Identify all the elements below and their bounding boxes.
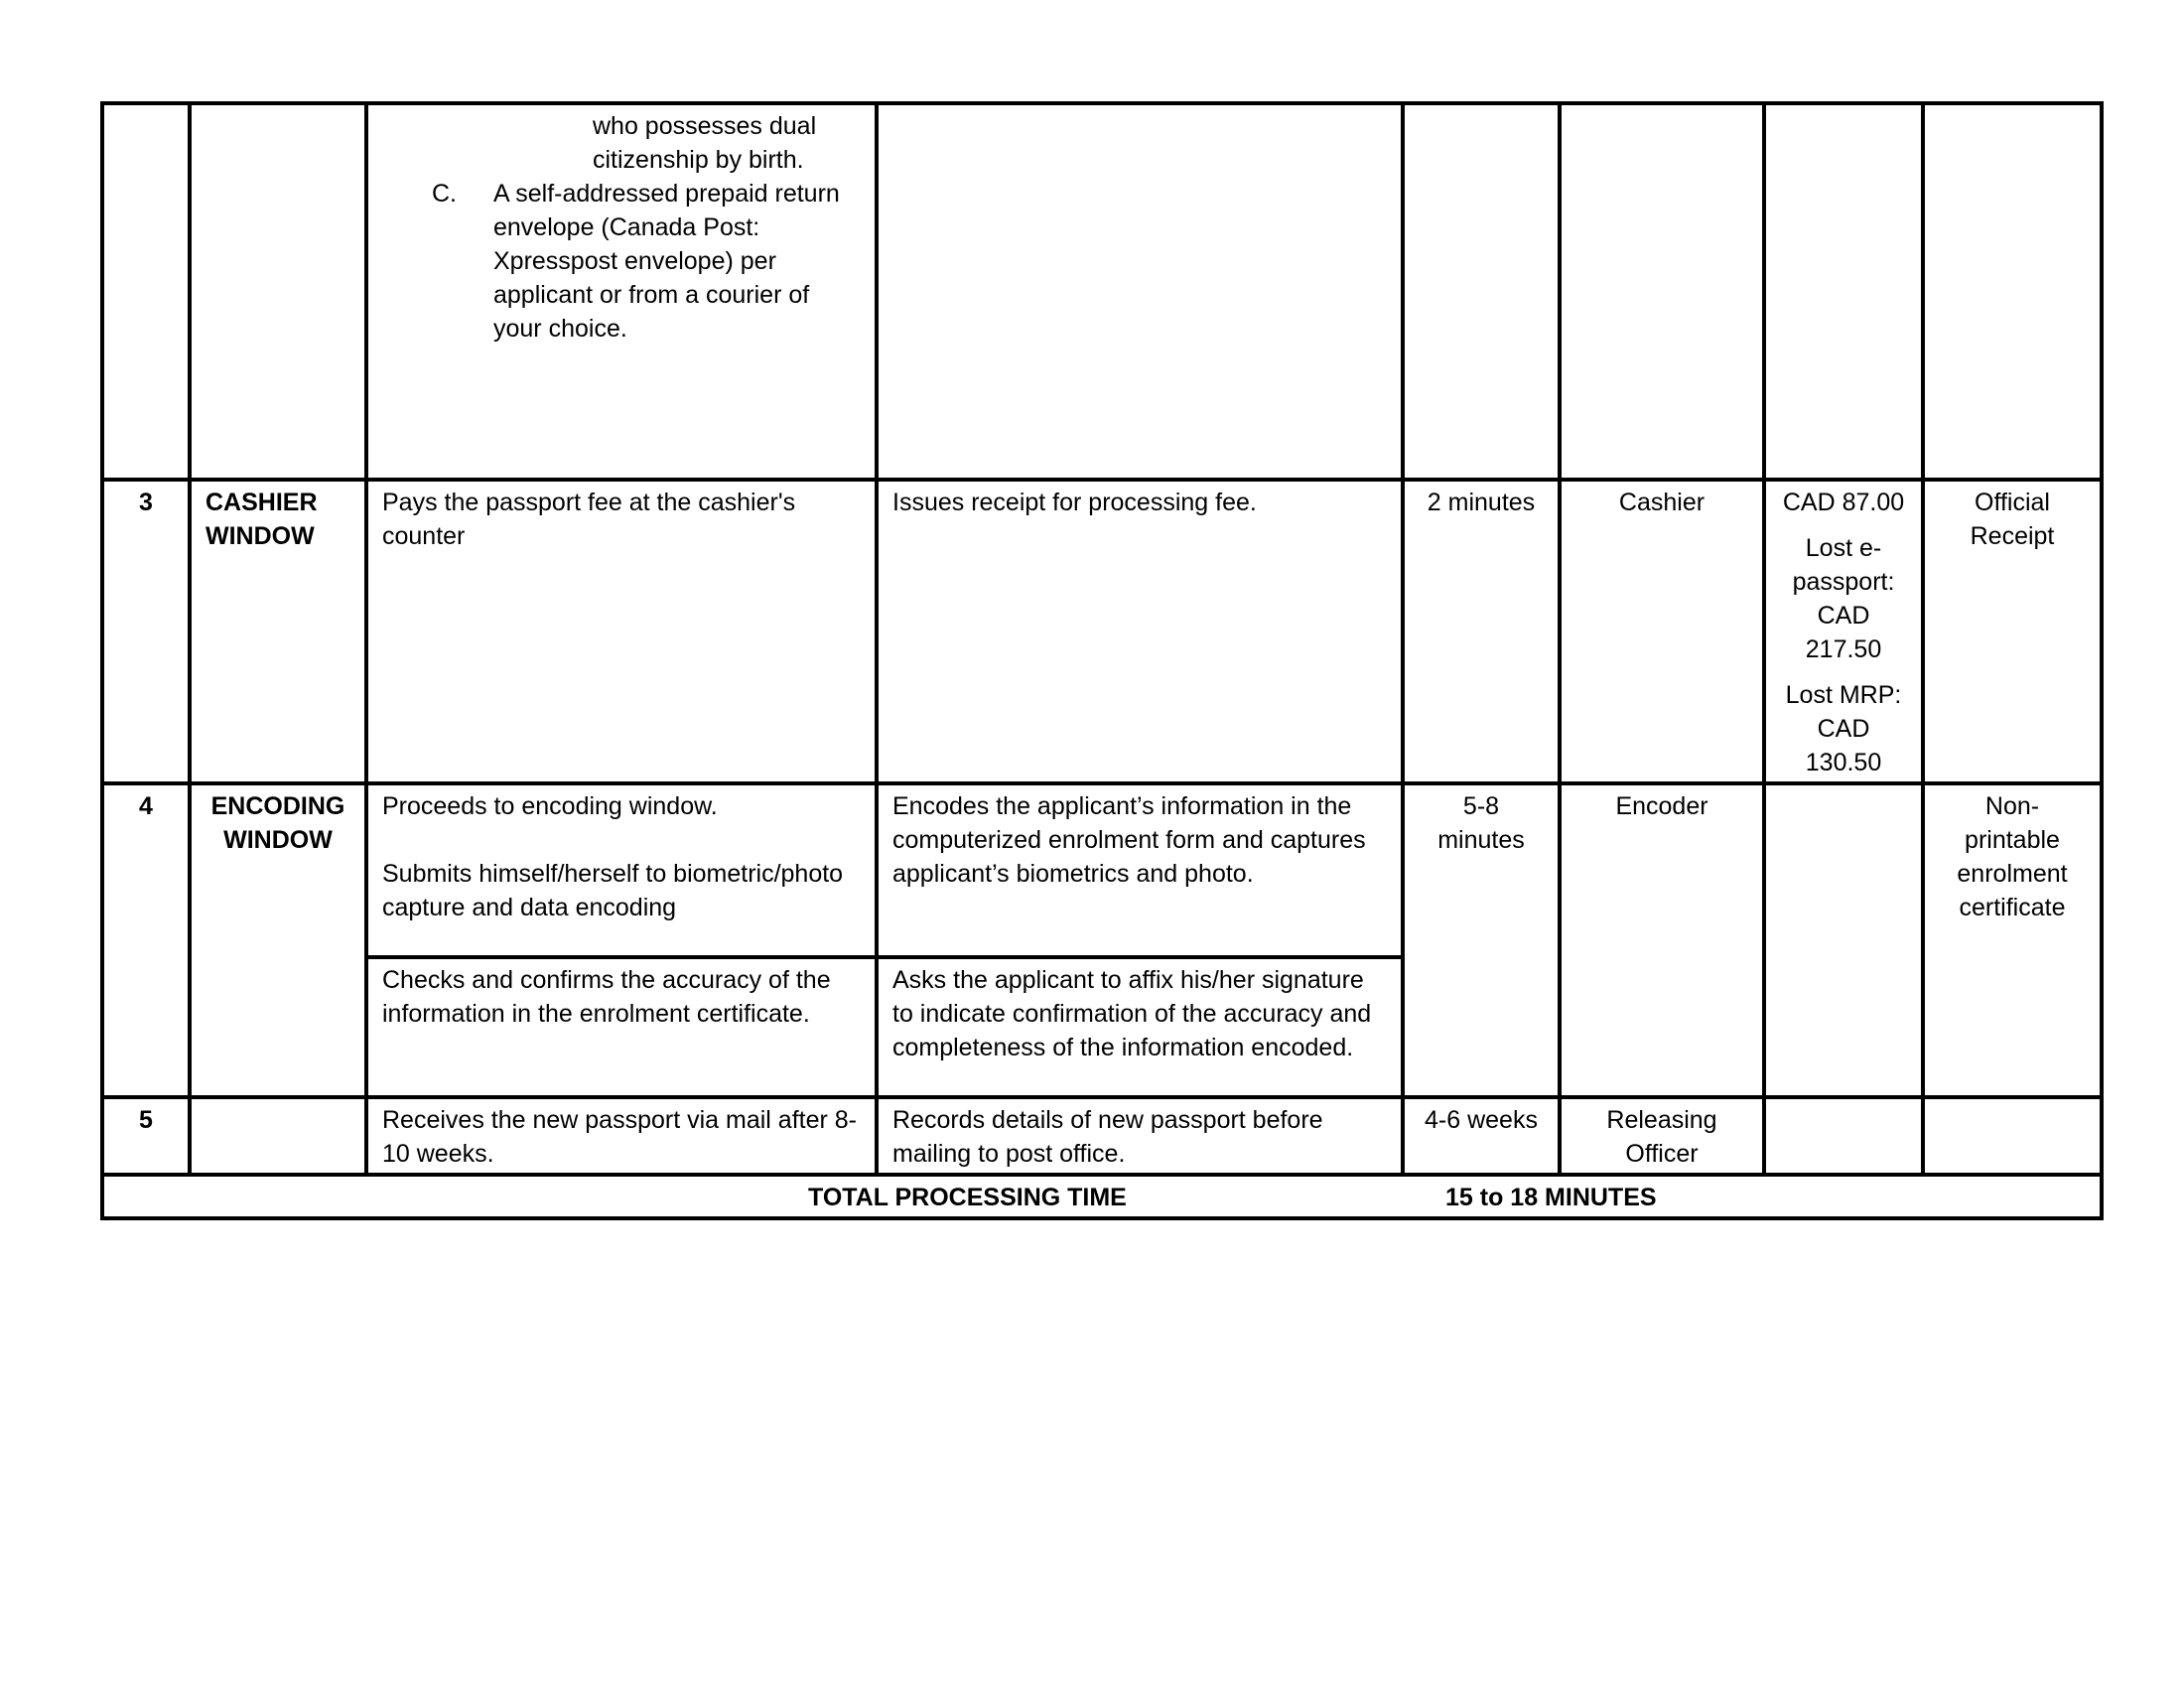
- requirement-item-c-text: A self-addressed prepaid return envelope (Canada Post: Xpresspost envelope) per applicant or from a courier of your choice.: [493, 180, 840, 343]
- step-number: 5: [102, 1097, 190, 1175]
- requirement-continuation-line-1: who possesses dual: [593, 112, 817, 140]
- office-name: [190, 1097, 366, 1175]
- processing-time: 5-8 minutes: [1403, 783, 1560, 1097]
- fees-cell: [1764, 783, 1923, 1097]
- processing-time: 4-6 weeks: [1403, 1097, 1560, 1175]
- output-document: Official Receipt: [1923, 480, 2102, 783]
- agency-action: Records details of new passport before mailing to post office.: [877, 1097, 1403, 1175]
- person-responsible: Encoder: [1560, 783, 1764, 1097]
- agency-action: Issues receipt for processing fee.: [877, 480, 1403, 783]
- fee-lost-mrp: Lost MRP: CAD 130.50: [1785, 681, 1902, 776]
- client-step: Receives the new passport via mail after 8-10 weeks.: [366, 1097, 877, 1175]
- client-step: Pays the passport fee at the cashier's counter: [366, 480, 877, 783]
- step-number: 3: [102, 480, 190, 783]
- table-row-step-4: [102, 783, 2102, 957]
- total-wrap: [118, 1181, 2086, 1214]
- office-cell: [190, 103, 366, 480]
- processing-time: 2 minutes: [1403, 480, 1560, 783]
- agency-action-a: Encodes the applicant’s information in the computerized enrolment form and captures applicant’s biometrics and photo.: [877, 783, 1403, 957]
- requirement-item-c: [382, 177, 861, 346]
- person-responsible: Releasing Officer: [1560, 1097, 1764, 1175]
- office-name: CASHIER WINDOW: [190, 480, 366, 783]
- table-row-step-5: [102, 1097, 2102, 1175]
- fees-cell: [1764, 480, 1923, 783]
- table-row-step-2-continued: [102, 103, 2102, 480]
- fees-cell: [1764, 103, 1923, 480]
- agency-action-b: Asks the applicant to affix his/her signature to indicate confirmation of the accuracy and completeness of the information encoded.: [877, 957, 1403, 1097]
- person-responsible-cell: [1560, 103, 1764, 480]
- fees-cell: [1764, 1097, 1923, 1175]
- step-number: 4: [102, 783, 190, 1097]
- step-number-cell: [102, 103, 190, 480]
- agency-action-cell: [877, 103, 1403, 480]
- requirement-item-c-letter: C.: [432, 180, 457, 208]
- client-step-a: [366, 783, 877, 957]
- processing-time-cell: [1403, 103, 1560, 480]
- output-document: [1923, 1097, 2102, 1175]
- requirement-continuation-line-2: citizenship by birth.: [593, 146, 804, 174]
- fee-lost-e-passport: Lost e-passport: CAD 217.50: [1792, 534, 1895, 663]
- output-document: Non-printable enrolment certificate: [1923, 783, 2102, 1097]
- total-processing-time-label: TOTAL PROCESSING TIME: [808, 1184, 1127, 1211]
- total-processing-time-value: 15 to 18 MINUTES: [1445, 1184, 1657, 1211]
- output-cell: [1923, 103, 2102, 480]
- client-steps-cell: [366, 103, 877, 480]
- person-responsible: Cashier: [1560, 480, 1764, 783]
- fee-regular: CAD 87.00: [1782, 489, 1905, 516]
- client-step-a-line-2: Submits himself/herself to biometric/photo capture and data encoding: [382, 860, 844, 921]
- total-cell: [102, 1175, 2102, 1218]
- process-table: [100, 101, 2104, 1220]
- table-row-step-3: [102, 480, 2102, 783]
- client-step-a-line-1: Proceeds to encoding window.: [382, 792, 718, 820]
- client-step-b: Checks and confirms the accuracy of the information in the enrolment certificate.: [366, 957, 877, 1097]
- total-row: [102, 1175, 2102, 1218]
- office-name: ENCODING WINDOW: [190, 783, 366, 1097]
